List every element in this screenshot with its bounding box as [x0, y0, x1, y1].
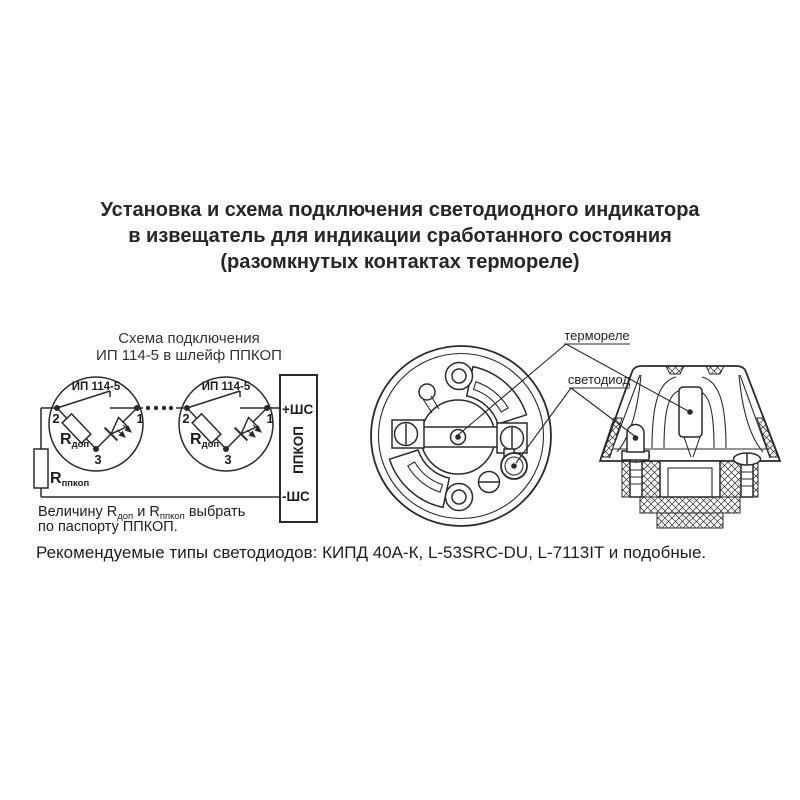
thermal-relay-label: термореле	[564, 328, 630, 343]
resistor-rppkop-label: Rппкоп	[50, 470, 90, 489]
title-line-2: в извещатель для индикации сработанного состояния	[128, 225, 672, 247]
title-line-1: Установка и схема подключения светодиодного индикатора	[100, 199, 700, 221]
plus-loop-label: +ШС	[282, 402, 314, 417]
panel-label: ППКОП	[291, 426, 306, 474]
terminal-3-label: 3	[224, 452, 232, 467]
minus-loop-label: -ШС	[282, 489, 310, 504]
detector-2-label: ИП 114-5	[201, 381, 251, 393]
detector-side-view	[600, 366, 780, 528]
led-emission-arrow-2a	[247, 430, 255, 437]
note-line-1: Величину $R_{доп}$ и $R_{ппкоп}$ выбрать	[38, 504, 246, 522]
footer-note: Рекомендуемые типы светодиодов: КИПД 40А-К, L-53SRC-DU, L-7113IT и подобные.	[36, 543, 707, 562]
resistor-rdop-2-label: Rдоп	[190, 431, 220, 450]
schematic-note	[38, 504, 245, 535]
detector-top-view	[371, 346, 551, 526]
note-line-2: по паспорту ППКОП.	[38, 519, 178, 535]
thermal-contact-1	[57, 391, 110, 408]
continuation-dots	[146, 406, 173, 410]
schematic-caption-line1: Схема подключения	[118, 330, 260, 347]
led-label: светодиод	[567, 372, 631, 387]
detector-1-label: ИП 114-5	[71, 381, 121, 393]
detector-2	[179, 377, 274, 471]
terminal-1-label: 1	[266, 411, 274, 426]
mounting-hole-bottom	[446, 484, 473, 511]
left-terminal	[392, 420, 424, 448]
resistor-rppkop	[34, 449, 48, 488]
thermal-contact-2	[187, 391, 240, 408]
fixing-screw	[479, 472, 500, 493]
resistor-rdop-1-label: Rдоп	[60, 431, 90, 450]
terminal-2-label: 2	[52, 411, 60, 426]
relay-pivot	[451, 430, 466, 445]
wiring-schematic	[34, 330, 317, 535]
control-panel	[280, 375, 317, 522]
detector-1	[49, 377, 144, 471]
terminal-3-label: 3	[94, 452, 102, 467]
terminal-1-label: 1	[136, 411, 144, 426]
terminal-2-label: 2	[182, 411, 190, 426]
led-emission-arrow-1a	[117, 430, 125, 437]
title-line-3: (разомкнутых контактах термореле)	[220, 251, 580, 273]
schematic-caption-line2: ИП 114-5 в шлейф ППКОП	[96, 347, 282, 364]
mounting-hole-top	[446, 363, 473, 390]
